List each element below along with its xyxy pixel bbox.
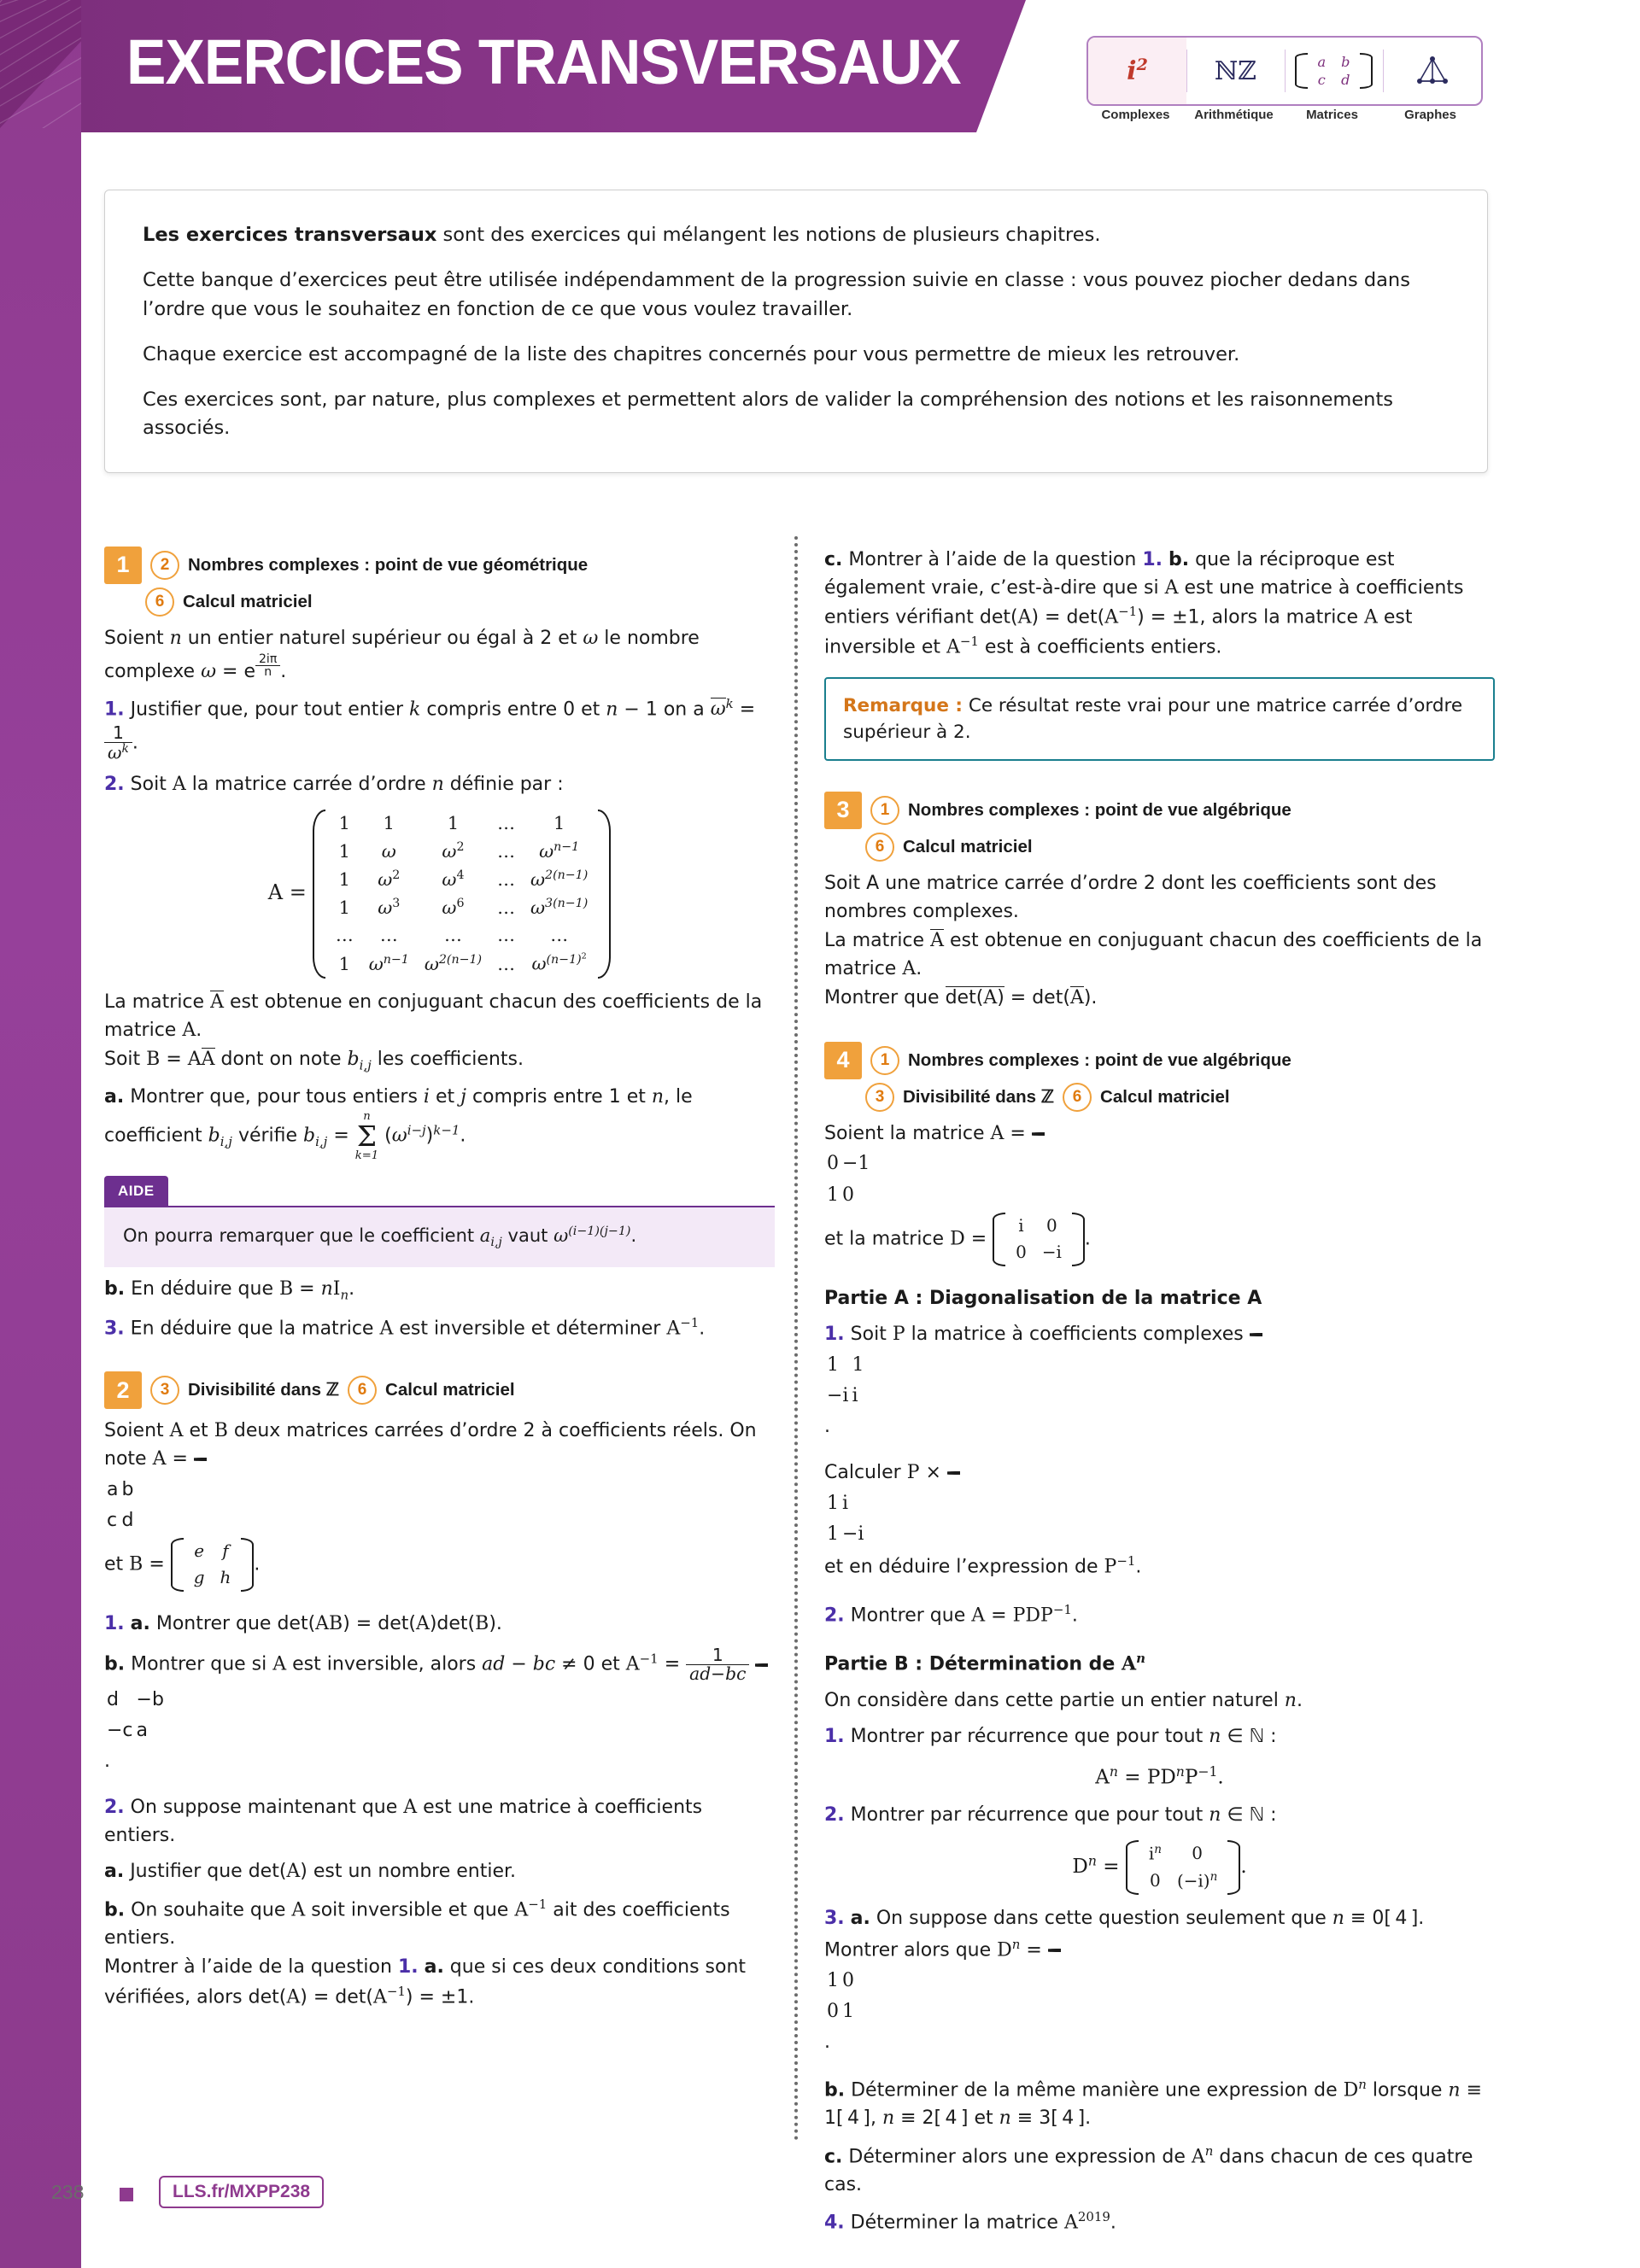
chip-matrices[interactable] <box>1285 38 1383 104</box>
exercise-1-badge-2: 2 <box>150 551 179 580</box>
ex1-intro-c: le nombre complexe <box>104 628 700 682</box>
intro-p1-rest: sont des exercices qui mélangent les notions de plusieurs chapitres. <box>436 224 1101 246</box>
exercise-3-badge-6: 6 <box>865 833 894 862</box>
ex1-q3: 3. En déduire que la matrice A est inversible et déterminer $A^{-1}$. <box>104 1314 706 1339</box>
exercise-2-number: 2 <box>104 1371 142 1409</box>
exercise-3-tag-0: Nombres complexes : point de vue algébrique <box>908 800 1292 821</box>
ex2-q2b-2: Montrer à l’aide de la question 1. a. que si ces deux conditions sont vérifiées, alors $\det(A) = \det(A^{-1}) = \pm 1$. <box>104 1956 747 2008</box>
ex2-q1b-label: b. <box>104 1653 126 1675</box>
ex4-pa-q1: 1. Soit P la matrice à coefficients complexes <box>824 1321 1495 1349</box>
ex4-pb-q3c-label: c. <box>824 2146 843 2168</box>
ex1-q1-label: 1. <box>104 699 125 721</box>
exercise-3-number: 3 <box>824 792 862 829</box>
ex4-pa-q1b: Calculer P × <box>824 1459 1495 1488</box>
exercise-3-tag-1: Calcul matriciel <box>903 837 1033 857</box>
intro-box <box>104 190 1488 473</box>
ex2-intro: Soient A et B deux matrices carrées d’ordre 2 à coefficients réels. On note A = <box>104 1420 757 1470</box>
exercise-4-badge-1: 1 <box>870 1046 899 1075</box>
ex4-partA-title: Partie A : Diagonalisation de la matrice A <box>824 1287 1262 1309</box>
ex4-pb-q3a: 3. a. On suppose dans cette question seulement que n ≡ 0[ 4 ]. <box>824 1908 1425 1930</box>
ex1-q1: 1. Justifier que, pour tout entier k compris entre 0 et n − 1 on a $\omega^k$ = $\frac{1}{\omega^k}$ . <box>104 696 756 763</box>
page-number: 238 <box>51 2181 85 2203</box>
ex2-q2-label: 2. <box>104 1797 125 1819</box>
exercise-2-badge-6: 6 <box>348 1376 377 1405</box>
ex3-line-3: Montrer que det(A) = det(A). <box>824 987 1098 1009</box>
ex4-pb-q2-label: 2. <box>824 1804 845 1827</box>
ex1-after-matrix-2: Soit B = AA dont on note $b_{i,j}$ les coefficients. <box>104 1049 524 1073</box>
exercise-1-header <box>104 547 775 584</box>
ex4-pb-q1-label: 1. <box>824 1726 845 1748</box>
left-decorative-band <box>0 0 81 2268</box>
exercise-2-badge-3: 3 <box>150 1376 179 1405</box>
intro-lead: Les exercices transversaux <box>143 224 437 246</box>
ex2-q2a: a. Justifier que det(A) est un nombre entier. <box>104 1861 517 1883</box>
chapter-icons-box <box>1086 36 1483 106</box>
exercise-3-header <box>824 792 1495 829</box>
ex1-intro: Soient n un entier naturel supérieur ou égal à 2 et ω le nombre complexe ω = e $^{\frac{2i\pi}{n}}$ . <box>104 628 700 682</box>
footer-square-icon <box>120 2188 133 2201</box>
exercise-4-tag-1: Divisibilité dans ℤ <box>903 1086 1055 1107</box>
exercise-1-tag-0: Nombres complexes : point de vue géométrique <box>188 554 589 575</box>
footer-resource-link[interactable]: LLS.fr/MXPP238 <box>159 2176 324 2208</box>
remarque-text: Ce résultat reste vrai pour une matrice carrée d’ordre supérieur à 2. <box>843 694 1463 744</box>
chip-label-complexes: Complexes <box>1101 108 1170 122</box>
ex2-q2a-label: a. <box>104 1861 125 1883</box>
ex1-intro-b: un entier naturel supérieur ou égal à 2 et <box>181 628 583 649</box>
intro-paragraph-1 <box>143 221 1450 249</box>
exercise-1-tag-1: Calcul matriciel <box>183 591 313 611</box>
ex4-pb-q4-label: 4. <box>824 2212 845 2234</box>
exercise-4-tag-2: Calcul matriciel <box>1100 1086 1230 1107</box>
exercise-4-number: 4 <box>824 1042 862 1079</box>
ex1-qb: b. En déduire que $B = nI_n$. <box>104 1278 355 1303</box>
ex2-q2c: c. Montrer à l’aide de la question 1. b. que la réciproque est également vraie, c’est-à-dire que si A est une matrice à coefficients entiers vérifiant $\det(A) = \det(A^{-1}) = \pm 1$, alors la matrice A est inversible et $A^{-1}$ est à coefficients entiers. <box>824 549 1464 658</box>
intro-paragraph-3: Chaque exercice est accompagné de la liste des chapitres concernés pour vous permettre de mieux les retrouver. <box>143 342 1240 365</box>
aide-label: AIDE <box>104 1176 168 1206</box>
ex4-pa-q1-label: 1. <box>824 1324 845 1346</box>
ex4-partB-title: Partie B : Détermination de $A^n$ <box>824 1650 1145 1675</box>
ex1-qa: a. Montrer que, pour tous entiers i et j compris entre 1 et n, le coefficient $b_{i,j}$ vérifie $b_{i,j}$ = n Σ k=1 $(\omega^{i-j})^{k-1}$. <box>104 1085 693 1163</box>
ex2-q2: 2. On suppose maintenant que A est une matrice à coefficients entiers. <box>104 1797 703 1846</box>
exercise-2-tag-0: Divisibilité dans ℤ <box>188 1380 340 1400</box>
ex3-line-1: Soit A une matrice carrée d’ordre 2 dont les coefficients sont des nombres complexes. <box>824 873 1437 922</box>
exercise-2-header <box>104 1371 775 1409</box>
ex4-pa-q2-label: 2. <box>824 1605 845 1627</box>
complexes-icon: $i^2$ <box>1127 56 1148 86</box>
aide-box <box>104 1176 775 1267</box>
ex4-pa-q2: 2. Montrer que $A = PDP^{-1}$. <box>824 1601 1078 1627</box>
ex2-q2b-label: b. <box>104 1899 126 1921</box>
chapter-icons-labels <box>1086 108 1479 122</box>
ex4-pb-intro: On considère dans cette partie un entier naturel n. <box>824 1689 1303 1711</box>
ex1-q3-label: 3. <box>104 1317 125 1339</box>
ex1-qb-label: b. <box>104 1278 126 1301</box>
chip-label-matrices: Matrices <box>1306 108 1358 122</box>
ex2-q2b: b. On souhaite que A soit inversible et que $A^{-1}$ ait des coefficients entiers. <box>104 1897 730 1949</box>
remarque-label: Remarque : <box>843 694 964 716</box>
ex3-line-2: La matrice A est obtenue en conjuguant chacun des coefficients de la matrice A. <box>824 930 1483 979</box>
aide-content: On pourra remarquer que le coefficient $a_{i,j}$ vaut $\omega^{(i-1)(j-1)}$. <box>104 1206 775 1267</box>
ex1-q2-label: 2. <box>104 774 125 796</box>
exercise-4-tag-0: Nombres complexes : point de vue algébrique <box>908 1049 1292 1070</box>
ex4-pb-q3b-label: b. <box>824 2079 846 2101</box>
ex1-q2: 2. Soit A la matrice carrée d’ordre n définie par : <box>104 774 564 796</box>
ex4-pb-q4: 4. Déterminer la matrice $A^{2019}$. <box>824 2209 1116 2234</box>
ex2-q1a: 1. a. Montrer que det(AB) = det(A)det(B). <box>104 1612 502 1634</box>
chip-graphes[interactable] <box>1383 38 1481 104</box>
remarque-box <box>824 677 1495 761</box>
ex1-matrix-A: A = 1 1 1 … 1 1 ω $\omega^2$ … $\omega^{n-1}$ 1 $\omega^2$ $\omega^4$ … $\omega^{2(n-1)}$ 1 $\omega^3$ $\omega^6$ … $\omega^{3(n-1)}$ … … … … … 1 $\omega^{n-1}$ $\omega^{2(n-1)}$ … $\omega^{(n-1)^2}$ <box>104 810 775 979</box>
ex4-pb-q2: 2. Montrer par récurrence que pour tout n ∈ ℕ : <box>824 1804 1277 1827</box>
exercise-4-badge-6: 6 <box>1063 1083 1092 1112</box>
right-column: c. Montrer à l’aide de la question 1. b. que la réciproque est également vraie, c’est-à-dire que si A est une matrice à coefficients entiers vérifiant $\det(A) = \det(A^{-1}) = \pm 1$, alors la matrice A est inversible et $A^{-1}$ est à coefficients entiers. Remarque : Ce résultat reste vrai pour une matrice carrée d’ordre supérieur à 2. 3 1 Nombres complexes : point de vue algébrique 6 Calcul matriciel Soit A une matrice carrée d’ordre 2 dont les coefficients sont des nombres complexes. La matrice A est obtenue en conjuguant chacun des coefficients de la matrice A. Montrer que det(A) = det(A). 4 1 Nombres complexes : point de vue algébrique 3 Divisibilité dans ℤ 6 Calcul matriciel Soient la matrice A = 0 −1 1 0 et la matrice D = i 0 0 −i . Partie A : Diagonalisation de la matrice A 1. Soit P la matrice à coefficients complexes 1 1 −i i . Calculer P × 1 i 1 −i et en déduire l’expression de $P^{-1}$. 2. Montrer que $A = PDP^{-1}$. Partie B : Détermination de $A^n$ On considère dans cette partie un entier naturel n. 1. Montrer par récurrence que pour tout n ∈ ℕ : $A^n = PD^nP^{-1}$. 2. Montrer par récurrence que pour tout n ∈ ℕ : $D^n$ = $i^n$ 0 0 $(-i)^n$ . 3. a. On suppose dans cette question seulement que n ≡ 0[ 4 ]. Montrer alors que $D^n$ = 1 0 0 1 . b. Déterminer de la même manière une expression de $D^n$ lorsque n ≡ 1[ 4 ], n ≡ 2[ 4 ] et n ≡ 3[ 4 ]. c. Déterminer alors une expression de $A^n$ dans chacun de ces quatre cas. 4. Déterminer la matrice $A^{2019}$. <box>824 547 1495 2237</box>
ex4-pb-q3b: b. Déterminer de la même manière une expression de $D^n$ lorsque n ≡ 1[ 4 ], n ≡ 2[ 4 ] et n ≡ 3[ 4 ]. <box>824 2077 1483 2130</box>
chip-complexes[interactable] <box>1088 38 1186 104</box>
matrices-icon: a b c d <box>1295 53 1374 89</box>
exercise-3-header-line2 <box>865 833 1495 862</box>
chip-label-arithmetique: Arithmétique <box>1194 108 1274 122</box>
ex4-pb-q2-math: $D^n$ = $i^n$ 0 0 $(-i)^n$ . <box>824 1840 1495 1895</box>
ex4-pb-q3a-2: Montrer alors que $D^n$ = <box>824 1935 1495 1965</box>
ex4-pb-q1: 1. Montrer par récurrence que pour tout n ∈ ℕ : <box>824 1726 1277 1748</box>
exercise-1-header-line2 <box>145 587 775 617</box>
ex4-intro: Soient la matrice A = <box>824 1120 1495 1149</box>
page-title: EXERCICES TRANSVERSAUX <box>126 26 961 97</box>
exercise-1-number: 1 <box>104 547 142 584</box>
ex4-pb-q3c: c. Déterminer alors une expression de $A^n$ dans chacun de ces quatre cas. <box>824 2142 1473 2195</box>
intro-paragraph-2: Cette banque d’exercices peut être utilisée indépendamment de la progression suivie en classe : vous pouvez piocher dedans dans l’ordre que vous le souhaitez en fonction de ce que vous voulez travailler. <box>143 269 1410 320</box>
chip-label-graphes: Graphes <box>1404 108 1456 122</box>
exercise-4-header-line2 <box>865 1083 1495 1112</box>
ex2-q1b: b. Montrer que si A est inversible, alors ad − bc ≠ 0 et $A^{-1}$ = $\frac{1}{ad-bc}$ <box>104 1646 775 1683</box>
exercise-2-tag-1: Calcul matriciel <box>385 1380 515 1400</box>
graphes-icon <box>1413 53 1452 89</box>
chip-arithmetique[interactable] <box>1186 38 1285 104</box>
left-column: 1 2 Nombres complexes : point de vue géométrique 6 Calcul matriciel Soient n un entier naturel supérieur ou égal à 2 et ω le nombre complexe ω = e $^{\frac{2i\pi}{n}}$ . 1. Justifier que, pour tout entier k compris entre 0 et n − 1 on a $\omega^k$ = $\frac{1}{\omega^k}$ . 2. Soit A la matrice carrée d’ordre n définie par : A = 1 1 1 … 1 1 ω $\omega^2$ … $\omega^{n-1}$ 1 $\omega^2$ $\omega^4$ … $\omega^{2(n-1)}$ 1 $\omega^3$ $\omega^6$ … $\omega^{3(n-1)}$ … … … … … 1 $\omega^{n-1}$ $\omega^{2(n-1)}$ … $\omega^{(n-1)^2}$ La matrice A est obtenue en conjuguant chacun des coefficients de la matrice A. Soit B = AA dont on note $b_{i,j}$ les coefficients. a. Montrer que, pour tous entiers i et j compris entre 1 et n, le coefficient $b_{i,j}$ vérifie $b_{i,j}$ = n Σ k=1 $(\omega^{i-j})^{k-1}$. AIDE On pourra remarquer que le coefficient $a_{i,j}$ vaut $\omega^{(i-1)(j-1)}$. b. En déduire que $B = nI_n$. 3. En déduire que la matrice A est inversible et déterminer $A^{-1}$. 2 3 Divisibilité dans ℤ 6 Calcul matriciel Soient A et B deux matrices carrées d’ordre 2 à coefficients réels. On note A = a b c d et B = e f g h . 1. a. Montrer que det(AB) = det(A)det(B). b. Montrer que si A est inversible, alors ad − bc ≠ 0 et $A^{-1}$ = $\frac{1}{ad-bc}$ d −b −c a . 2. On suppose maintenant que A est une matrice à coefficients entiers. a. Justifier que det(A) est un nombre entier. b. On souhaite que A soit inversible et que $A^{-1}$ ait des coefficients entiers. Montrer à l’aide de la question 1. a. que si ces deux conditions sont vérifiées, alors $\det(A) = \det(A^{-1}) = \pm 1$. <box>104 547 775 2012</box>
ex4-pb-q1-math: $A^n = PD^nP^{-1}$. <box>1095 1762 1224 1789</box>
arithmetique-icon: ℕℤ <box>1214 56 1257 86</box>
intro-paragraph-4: Ces exercices sont, par nature, plus complexes et permettent alors de valider la compréhension des notions et les raisonnements associés. <box>143 389 1393 440</box>
column-separator <box>794 536 798 2142</box>
exercise-4-badge-3: 3 <box>865 1083 894 1112</box>
ex2-q2c-label: c. <box>824 549 843 570</box>
ex1-after-matrix-1: La matrice A est obtenue en conjuguant chacun des coefficients de la matrice A. <box>104 991 763 1041</box>
exercise-1-badge-6: 6 <box>145 587 174 617</box>
exercise-4-header <box>824 1042 1495 1079</box>
ex1-intro-a: Soient <box>104 628 170 649</box>
ex1-qa-label: a. <box>104 1085 125 1108</box>
exercise-3-badge-1: 1 <box>870 796 899 825</box>
